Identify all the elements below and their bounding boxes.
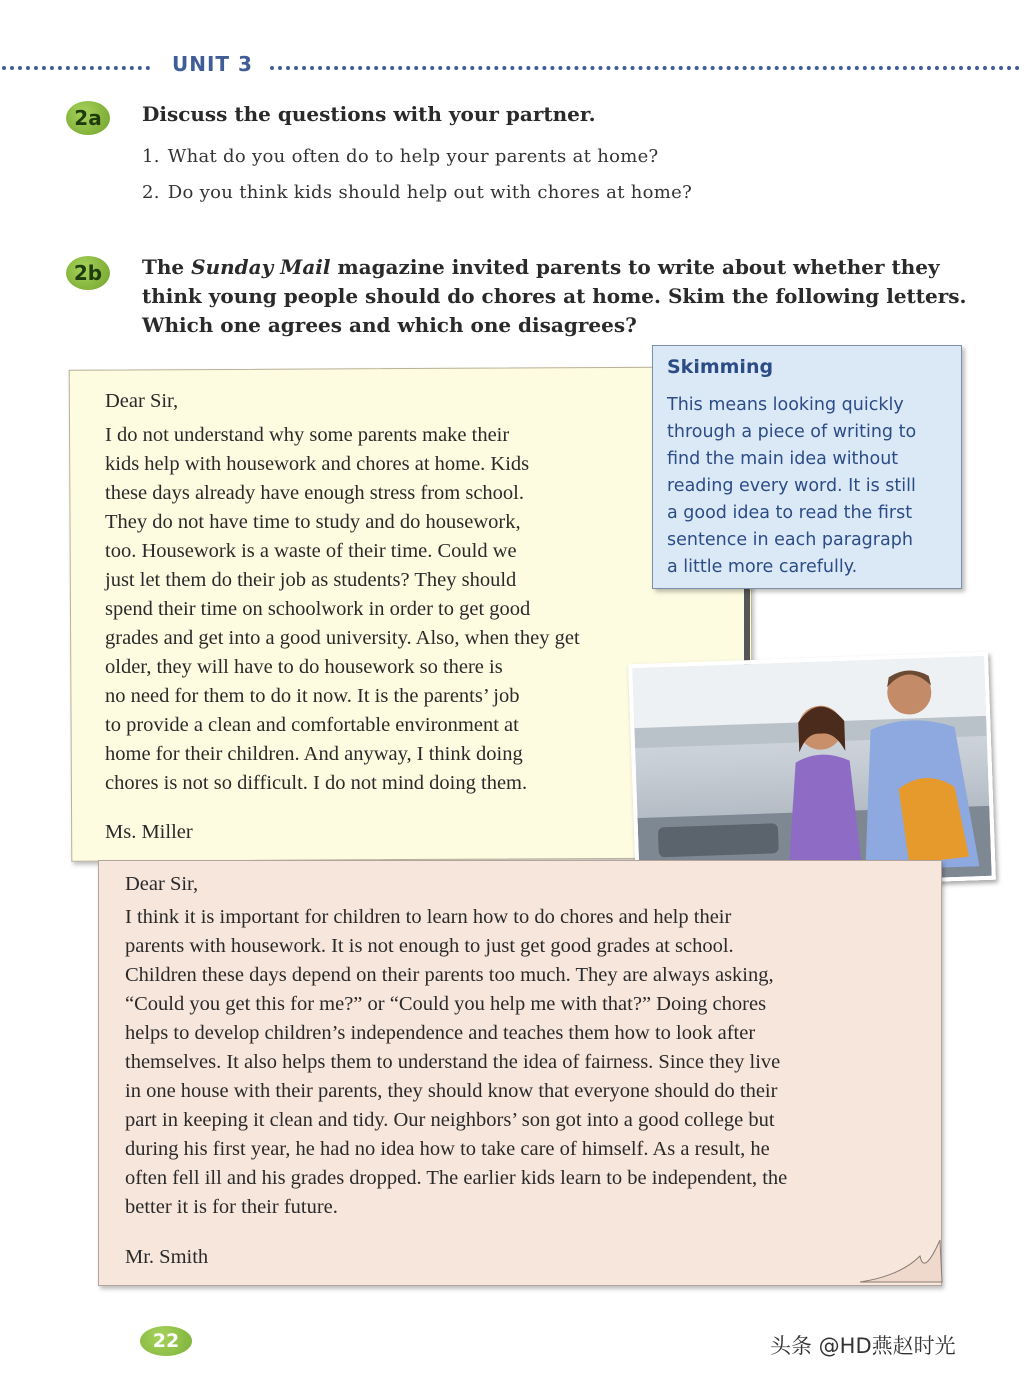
section-2b-heading-line: The Sunday Mail magazine invited parents to write about whether they [142,255,940,279]
skimming-line: a little more carefully. [667,557,858,577]
header-dots-left [2,66,150,70]
section-2b-heading [142,253,1002,340]
skimming-tip-box [652,345,962,589]
skimming-line: a good idea to read the first [667,503,913,523]
letter-1-line: too. Housework is a waste of their time. Could we [105,540,517,562]
letter-2-line: I think it is important for children to learn how to do chores and help their [125,906,732,928]
letter-1-line: They do not have time to study and do housework, [105,511,521,533]
letter-1-line: grades and get into a good university. Also, when they get [105,627,580,649]
skimming-line: reading every word. It is still [667,476,916,496]
letter-1-line: kids help with housework and chores at home. Kids [105,453,530,475]
letter-1-greeting: Dear Sir, [105,390,179,412]
section-2a-badge: 2a [66,101,110,135]
letter-2-greeting: Dear Sir, [125,873,199,895]
section-2b-badge: 2b [66,256,110,290]
watermark: 头条 @HD燕赵时光 [770,1334,956,1358]
unit-title: UNIT 3 [172,52,253,76]
letter-1-line: older, they will have to do housework so there is [105,656,503,678]
letter-1-line: no need for them to do it now. It is the parents’ job [105,685,520,707]
letter-1-line: to provide a clean and comfortable environment at [105,714,519,736]
question-2: 2. Do you think kids should help out with chores at home? [142,182,693,203]
letter-2-line: parents with housework. It is not enough to just get good grades at school. [125,935,734,957]
letter-2-line: Children these days depend on their parents too much. They are always asking, [125,964,774,986]
letter-2-line: better it is for their future. [125,1196,338,1218]
question-1: 1. What do you often do to help your parents at home? [142,146,659,167]
kitchen-photo [628,652,996,892]
letter-1-body [105,421,580,798]
letter-2-line: “Could you get this for me?” or “Could you help me with that?” Doing chores [125,993,767,1015]
letter-2-line: during his first year, he had no idea how to take care of himself. As a result, he [125,1138,770,1160]
skimming-line: through a piece of writing to [667,422,917,442]
page-curl-corner [860,1236,946,1292]
letter-1-signature: Ms. Miller [105,821,193,840]
skimming-line: sentence in each paragraph [667,530,913,550]
section-2b-heading-line: think young people should do chores at home. Skim the following letters. [142,284,967,308]
letter-2-line: helps to develop children’s independence and teaches them how to look after [125,1022,756,1044]
kitchen-photo-illustration [632,656,991,888]
letter-2-line: themselves. It also helps them to understand the idea of fairness. Since they live [125,1051,781,1073]
letter-1-line: chores is not so difficult. I do not mind doing them. [105,772,528,794]
header-dots-right [270,66,1020,70]
letter-2-line: in one house with their parents, they should know that everyone should do their [125,1080,778,1102]
skimming-line: find the main idea without [667,449,899,469]
letter-2-line: often fell ill and his grades dropped. The earlier kids learn to be independent, the [125,1167,788,1189]
letter-1-line: just let them do their job as students? They should [105,569,517,591]
letter-2-body [125,903,787,1222]
letter-1-line: spend their time on schoolwork in order to get good [105,598,531,620]
letter-2-signature: Mr. Smith [125,1246,209,1268]
skimming-title: Skimming [667,356,774,378]
letter-1-line: home for their children. And anyway, I think doing [105,743,523,765]
section-2a-heading: Discuss the questions with your partner. [142,102,596,126]
letter-1-line: I do not understand why some parents make their [105,424,510,446]
letter-1-line: these days already have enough stress from school. [105,482,524,504]
letter-2-line: part in keeping it clean and tidy. Our neighbors’ son got into a good college but [125,1109,775,1131]
skimming-body [667,392,957,581]
page-number: 22 [140,1326,192,1356]
section-2b-heading-line: Which one agrees and which one disagrees? [142,313,637,337]
skimming-line: This means looking quickly [667,395,904,415]
